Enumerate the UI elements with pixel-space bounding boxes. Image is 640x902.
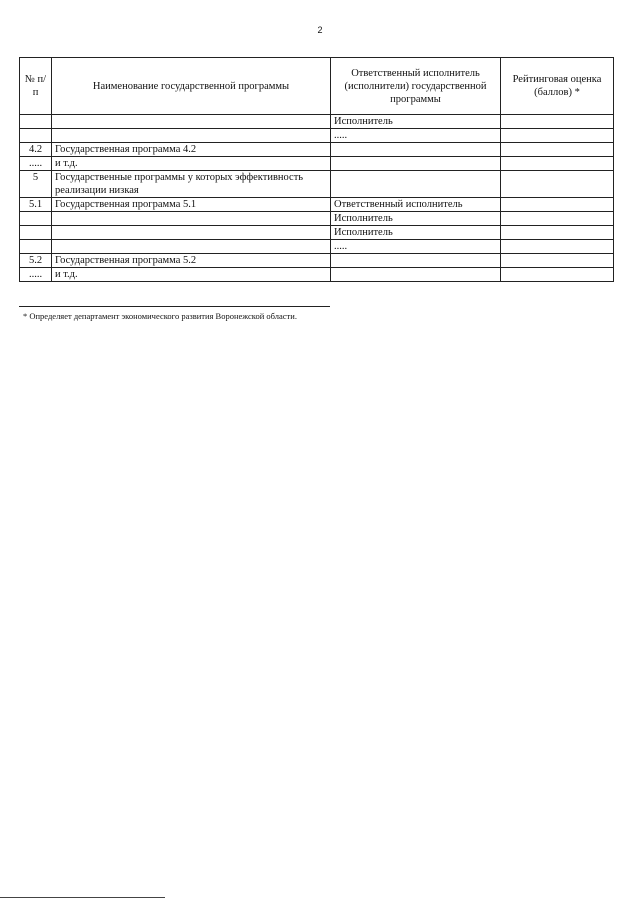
cell-program-name	[52, 129, 331, 143]
footnote: * Определяет департамент экономического развития Воронежской области.	[23, 311, 297, 321]
table-row	[20, 240, 614, 254]
cell-num: 5	[20, 171, 52, 198]
cell-rating	[501, 115, 614, 129]
cell-rating	[501, 268, 614, 282]
cell-executor: .....	[331, 240, 501, 254]
table-row	[20, 143, 614, 157]
table-row	[20, 268, 614, 282]
cell-num: 4.2	[20, 143, 52, 157]
table-row	[20, 129, 614, 143]
header-program-name: Наименование государственной программы	[52, 58, 331, 115]
cell-rating	[501, 226, 614, 240]
cell-program-name	[52, 115, 331, 129]
cell-num	[20, 226, 52, 240]
cell-executor: Исполнитель	[331, 226, 501, 240]
cell-executor: .....	[331, 129, 501, 143]
cell-executor	[331, 143, 501, 157]
cell-num: .....	[20, 157, 52, 171]
cell-program-name: и т.д.	[52, 268, 331, 282]
programs-rating-table	[19, 57, 614, 282]
table-row	[20, 212, 614, 226]
cell-executor: Ответственный исполнитель	[331, 198, 501, 212]
cell-program-name	[52, 226, 331, 240]
cell-num: 5.2	[20, 254, 52, 268]
cell-program-name	[52, 212, 331, 226]
cell-num	[20, 240, 52, 254]
cell-num: 5.1	[20, 198, 52, 212]
cell-executor	[331, 171, 501, 198]
header-num: № п/п	[20, 58, 52, 115]
cell-program-name: Государственная программа 4.2	[52, 143, 331, 157]
bottom-divider	[0, 897, 165, 898]
cell-num	[20, 115, 52, 129]
table-row	[20, 226, 614, 240]
cell-num	[20, 129, 52, 143]
header-rating: Рейтинговая оценка (баллов) *	[501, 58, 614, 115]
cell-executor: Исполнитель	[331, 115, 501, 129]
cell-program-name: Государственная программа 5.2	[52, 254, 331, 268]
cell-rating	[501, 129, 614, 143]
table-row	[20, 115, 614, 129]
table-row	[20, 171, 614, 198]
footnote-divider	[19, 306, 330, 307]
page-number: 2	[317, 25, 323, 35]
cell-executor	[331, 157, 501, 171]
cell-program-name: Государственные программы у которых эффективность реализации низкая	[52, 171, 331, 198]
cell-rating	[501, 254, 614, 268]
cell-rating	[501, 198, 614, 212]
table-row	[20, 254, 614, 268]
cell-executor	[331, 268, 501, 282]
cell-rating	[501, 240, 614, 254]
cell-num	[20, 212, 52, 226]
cell-rating	[501, 212, 614, 226]
table-header-row	[20, 58, 614, 115]
cell-program-name	[52, 240, 331, 254]
cell-executor	[331, 254, 501, 268]
cell-num: .....	[20, 268, 52, 282]
cell-executor: Исполнитель	[331, 212, 501, 226]
header-executor: Ответственный исполнитель (исполнители) государственной программы	[331, 58, 501, 115]
cell-program-name: и т.д.	[52, 157, 331, 171]
cell-rating	[501, 171, 614, 198]
cell-program-name: Государственная программа 5.1	[52, 198, 331, 212]
table-row	[20, 198, 614, 212]
cell-rating	[501, 157, 614, 171]
table-row	[20, 157, 614, 171]
cell-rating	[501, 143, 614, 157]
